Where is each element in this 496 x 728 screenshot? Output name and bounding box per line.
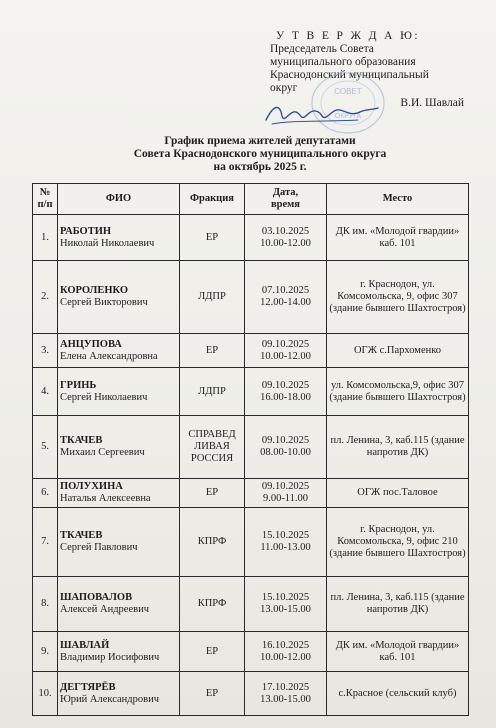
- row-fio: [58, 416, 180, 479]
- row-fio: [58, 672, 180, 716]
- header-number: № п/п: [33, 184, 58, 215]
- row-number: 8.: [33, 577, 58, 632]
- row-number: 2.: [33, 261, 58, 334]
- stamp-text-bottom: ОКРУГА: [334, 113, 362, 120]
- reception-date: 09.10.2025: [261, 338, 310, 350]
- row-fio: [58, 334, 180, 368]
- row-datetime: [245, 215, 327, 261]
- document-title-line: на октябрь 2025 г.: [213, 161, 307, 173]
- deputy-surname: ДЕГТЯРЁВ: [60, 681, 116, 693]
- reception-time: 9.00-11.00: [262, 493, 309, 504]
- row-place: ул. Комсомольска,9, офис 307 (здание бывшего Шахтостроя): [327, 368, 469, 416]
- header-datetime: Дата, время: [245, 184, 327, 215]
- schedule-table: [32, 183, 469, 716]
- row-datetime: [245, 416, 327, 479]
- deputy-surname: ПОЛУХИНА: [60, 481, 123, 492]
- header-fio: ФИО: [58, 184, 180, 215]
- deputy-surname: ШАВЛАЙ: [60, 639, 110, 651]
- deputy-surname: ГРИНЬ: [60, 379, 97, 391]
- row-datetime: [245, 632, 327, 672]
- row-fio: [58, 632, 180, 672]
- row-fio: [58, 368, 180, 416]
- row-fio: [58, 479, 180, 508]
- reception-date: 09.10.2025: [261, 379, 310, 391]
- row-fio: [58, 577, 180, 632]
- reception-date: 16.10.2025: [261, 639, 310, 651]
- reception-date: 15.10.2025: [261, 592, 310, 603]
- reception-date: 03.10.2025: [261, 225, 310, 237]
- row-datetime: [245, 508, 327, 577]
- table-row: [33, 215, 469, 261]
- reception-date: 07.10.2025: [261, 285, 310, 296]
- table-row: [33, 368, 469, 416]
- reception-date: 09.10.2025: [261, 481, 310, 492]
- row-faction: ЛДПР: [180, 368, 245, 416]
- row-faction: КПРФ: [180, 577, 245, 632]
- table-row: [33, 508, 469, 577]
- table-row: [33, 672, 469, 716]
- row-faction: ЕР: [180, 215, 245, 261]
- reception-date: 15.10.2025: [261, 530, 310, 541]
- row-faction: ЕР: [180, 672, 245, 716]
- deputy-name: Сергей Николаевич: [60, 391, 148, 403]
- reception-time: 13.00-15.00: [260, 604, 311, 615]
- approval-heading: У Т В Е Р Ж Д А Ю:: [276, 30, 420, 42]
- header-faction: Фракция: [180, 184, 245, 215]
- row-place: пл. Ленина, 3, каб.115 (здание напротив ДК): [327, 577, 469, 632]
- row-faction: КПРФ: [180, 508, 245, 577]
- table-row: [33, 261, 469, 334]
- row-datetime: [245, 672, 327, 716]
- row-number: 1.: [33, 215, 58, 261]
- approval-line: округ: [270, 82, 298, 94]
- table-row: [33, 479, 469, 508]
- reception-time: 12.00-14.00: [260, 297, 311, 308]
- approval-line: муниципального образования: [270, 56, 416, 68]
- table-header-row: [33, 184, 469, 215]
- row-fio: [58, 508, 180, 577]
- row-faction: ЛДПР: [180, 261, 245, 334]
- row-place: ДК им. «Молодой гвардии» каб. 101: [327, 632, 469, 672]
- row-datetime: [245, 577, 327, 632]
- stamp-text-top: СОВЕТ: [334, 87, 362, 96]
- reception-time: 16.00-18.00: [260, 391, 311, 403]
- deputy-surname: РАБОТИН: [60, 225, 112, 237]
- reception-date: 17.10.2025: [261, 681, 310, 693]
- table-row: [33, 416, 469, 479]
- row-fio: [58, 261, 180, 334]
- deputy-name: Владимир Иосифович: [60, 651, 160, 663]
- signer-name: В.И. Шавлай: [400, 97, 464, 109]
- row-number: 3.: [33, 334, 58, 368]
- handwritten-signature: [262, 90, 382, 130]
- row-place: ОГЖ с.Пархоменко: [327, 334, 469, 368]
- deputy-name: Алексей Андреевич: [60, 604, 149, 615]
- deputy-surname: КОРОЛЕНКО: [60, 285, 129, 296]
- approval-line: Председатель Совета: [270, 43, 374, 55]
- deputy-name: Николай Николаевич: [60, 237, 155, 249]
- row-place: пл. Ленина, 3, каб.115 (здание напротив ДК): [327, 416, 469, 479]
- reception-time: 13.00-15.00: [260, 693, 311, 705]
- reception-time: 11.00-13.00: [260, 542, 311, 553]
- header-place: Место: [327, 184, 469, 215]
- row-faction: ЕР: [180, 334, 245, 368]
- document-title-line: Совета Краснодонского муниципального округа: [133, 148, 387, 160]
- reception-date: 09.10.2025: [261, 435, 310, 446]
- row-place: ДК им. «Молодой гвардии» каб. 101: [327, 215, 469, 261]
- row-datetime: [245, 479, 327, 508]
- deputy-name: Сергей Викторович: [60, 297, 148, 308]
- reception-time: 10.00-12.00: [260, 237, 311, 249]
- reception-time: 10.00-12.00: [260, 350, 311, 362]
- deputy-name: Михаил Сергеевич: [60, 447, 145, 458]
- row-datetime: [245, 334, 327, 368]
- deputy-name: Наталья Алексеевна: [60, 493, 151, 504]
- row-number: 9.: [33, 632, 58, 672]
- row-place: г. Краснодон, ул. Комсомольска, 9, офис 210 (здание бывшего Шахтостроя): [327, 508, 469, 577]
- deputy-surname: ТКАЧЕВ: [60, 435, 103, 446]
- row-datetime: [245, 368, 327, 416]
- deputy-name: Сергей Павлович: [60, 542, 138, 553]
- table-row: [33, 632, 469, 672]
- deputy-surname: ШАПОВАЛОВ: [60, 592, 133, 603]
- row-faction: ЕР: [180, 632, 245, 672]
- row-place: ОГЖ пос.Таловое: [327, 479, 469, 508]
- table-row: [33, 334, 469, 368]
- reception-time: 08.00-10.00: [260, 447, 311, 458]
- row-faction: СПРАВЕД ЛИВАЯ РОССИЯ: [180, 416, 245, 479]
- deputy-surname: АНЦУПОВА: [60, 338, 122, 350]
- row-place: с.Красное (сельский клуб): [327, 672, 469, 716]
- reception-time: 10.00-12.00: [260, 651, 311, 663]
- row-number: 6.: [33, 479, 58, 508]
- deputy-surname: ТКАЧЕВ: [60, 530, 103, 541]
- row-number: 10.: [33, 672, 58, 716]
- deputy-name: Юрий Александрович: [60, 693, 159, 705]
- row-fio: [58, 215, 180, 261]
- row-number: 4.: [33, 368, 58, 416]
- row-datetime: [245, 261, 327, 334]
- row-faction: ЕР: [180, 479, 245, 508]
- row-number: 5.: [33, 416, 58, 479]
- approval-line: Краснодонский муниципальный: [270, 69, 429, 81]
- table-row: [33, 577, 469, 632]
- row-place: г. Краснодон, ул. Комсомольска, 9, офис 307 (здание бывшего Шахтостроя): [327, 261, 469, 334]
- document-title-line: График приема жителей депутатами: [164, 135, 356, 147]
- deputy-name: Елена Александровна: [60, 350, 158, 362]
- row-number: 7.: [33, 508, 58, 577]
